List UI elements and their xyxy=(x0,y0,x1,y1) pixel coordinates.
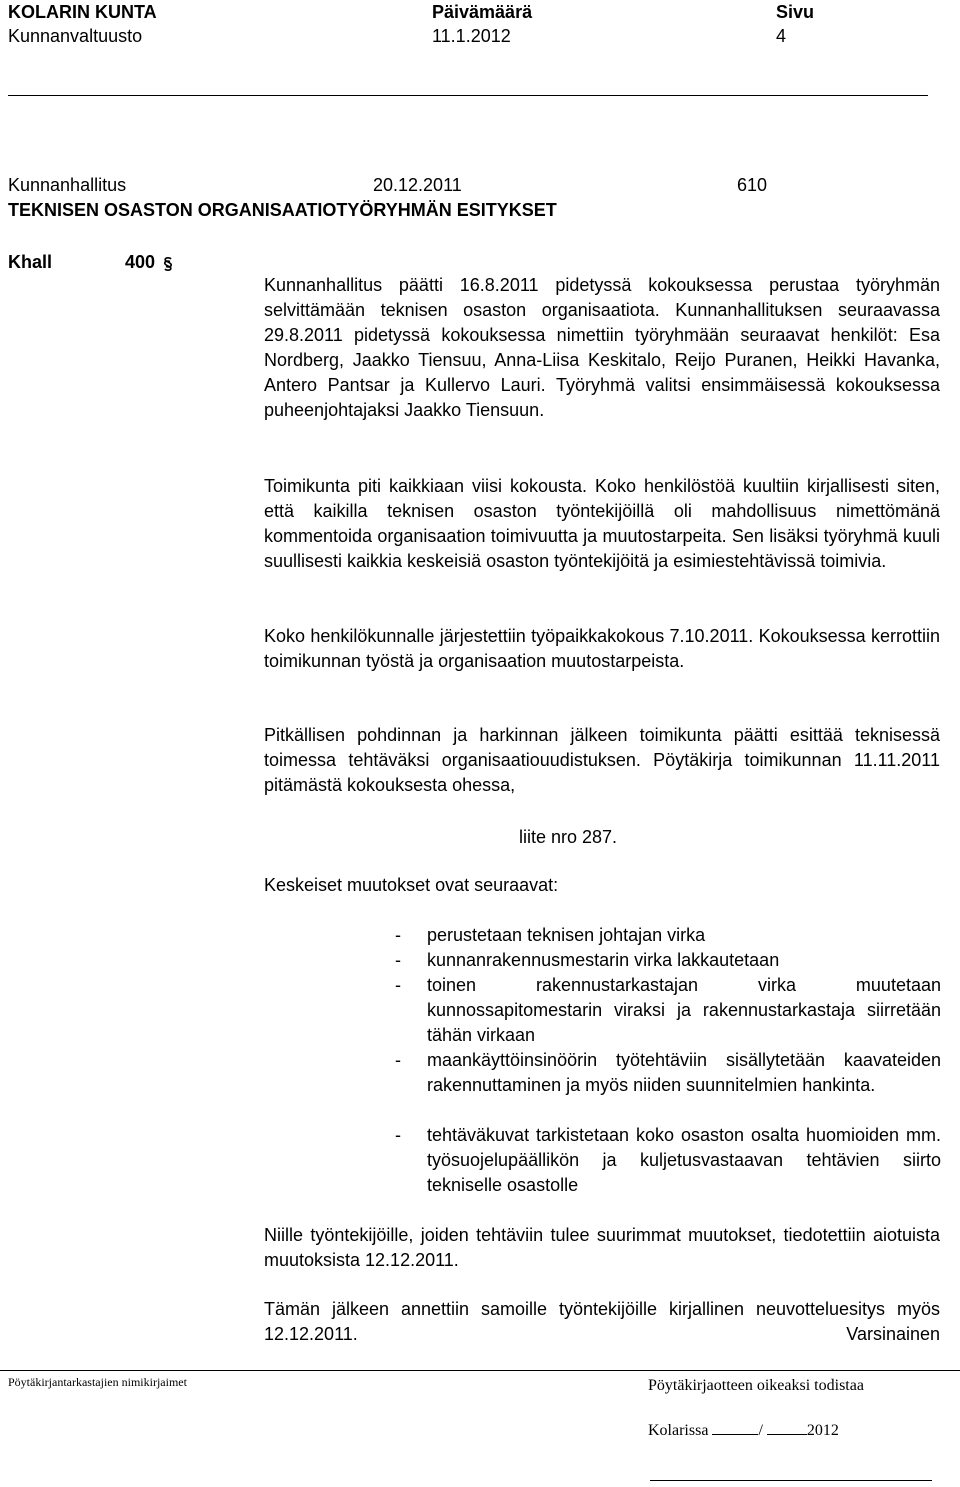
date-label: Päivämäärä xyxy=(432,2,533,22)
month-blank xyxy=(767,1418,807,1435)
list-item-text: toinen rakennustarkastajan virka muutetaan kunnossapitomestarin viraksi ja rakennustarkastaja siirretään tähän virkaan xyxy=(427,975,941,1045)
footer-year: 2012 xyxy=(806,1422,839,1439)
list-item-text: kunnanrakennusmestarin virka lakkautetaan xyxy=(427,950,780,970)
list-item xyxy=(395,948,941,973)
meeting-date: 11.1.2012 xyxy=(432,26,511,46)
section-sign-icon xyxy=(160,256,176,272)
org-name: KOLARIN KUNTA xyxy=(8,2,157,22)
footer-slash: / xyxy=(758,1422,763,1439)
paragraph-3: Koko henkilökunnalle järjestettiin työpaikkakokous 7.10.2011. Kokouksessa kerrottiin toimikunnan työstä ja organisaation muutostarpeista. xyxy=(264,626,940,671)
list-item xyxy=(395,1123,941,1198)
paragraph-1: Kunnanhallitus päätti 16.8.2011 pidetyssä kokouksessa perustaa työryhmän selvittämään teknisen osaston organisaatiota. Kunnanhallituksen seuraavassa 29.8.2011 pidetyssä kokouksessa nimettiin työryhmään seuraavat henkilöt: Esa Nordberg, Jaakko Tiensuu, Anna-Liisa Keskitalo, Reijo Puranen, Heikki Havanka, Antero Pantsar ja Kullervo Lauri. Työryhmä valitsi ensimmäisessä kokouksessa puheenjohtajaksi Jaakko Tiensuun. xyxy=(264,275,940,420)
header-rule xyxy=(8,95,928,96)
footer-place-date xyxy=(648,1418,839,1443)
paragraph-4: Pitkällisen pohdinnan ja harkinnan jälkeen toimikunta päätti esittää teknisessä toimessa tehtäväksi organisaatiouudistuksen. Pöytäkirja toimikunnan 11.11.2011 pitämästä kokouksesta ohessa, xyxy=(264,725,940,795)
signature-line xyxy=(650,1480,932,1481)
section-title: TEKNISEN OSASTON ORGANISAATIOTYÖRYHMÄN ESITYKSET xyxy=(8,200,557,220)
list-item xyxy=(395,1048,941,1098)
list-marker: - xyxy=(395,925,401,945)
footer-place: Kolarissa xyxy=(648,1422,709,1439)
list-marker: - xyxy=(395,1125,401,1145)
list-marker: - xyxy=(395,975,401,995)
list-marker: - xyxy=(395,1050,401,1070)
section-number: 610 xyxy=(737,175,768,195)
paragraph-5: Niille työntekijöille, joiden tehtäviin tulee suurimmat muutokset, tiedotettiin aiotuista muutoksista 12.12.2011. xyxy=(264,1225,940,1270)
section-date: 20.12.2011 xyxy=(373,175,462,195)
footer-certify-label: Pöytäkirjaotteen oikeaksi todistaa xyxy=(648,1377,864,1394)
body-name: Kunnanvaltuusto xyxy=(8,26,143,46)
list-item-text: maankäyttöinsinöörin työtehtäviin sisällytetään kaavateiden rakennuttaminen ja myös niiden suunnitelmien hankinta. xyxy=(427,1050,941,1095)
paragraph-6: Tämän jälkeen annettiin samoille työntekijöille kirjallinen neuvotteluesitys myös 12.12.2011. Varsinainen xyxy=(264,1299,940,1344)
page-number: 4 xyxy=(776,26,787,46)
ref-label: Khall xyxy=(8,252,53,272)
attachment-ref: liite nro 287. xyxy=(519,827,618,847)
footer-initials-label: Pöytäkirjantarkastajien nimikirjaimet xyxy=(8,1375,187,1389)
list-item xyxy=(395,923,941,948)
list-item-text: tehtäväkuvat tarkistetaan koko osaston osalta huomioiden mm. työsuojelupäällikön ja kuljetusvastaavan tehtävien siirto tekniselle osastolle xyxy=(427,1125,941,1195)
ref-number: 400 xyxy=(125,252,156,272)
changes-intro: Keskeiset muutokset ovat seuraavat: xyxy=(264,875,559,895)
list-item-text: perustetaan teknisen johtajan virka xyxy=(427,925,706,945)
page-label: Sivu xyxy=(776,2,815,22)
list-item xyxy=(395,973,941,1048)
paragraph-2: Toimikunta piti kaikkiaan viisi kokousta. Koko henkilöstöä kuultiin kirjallisesti siten, että kaikilla teknisen osaston työntekijöillä oli mahdollisuus nimettömänä kommentoida organisaation toimivuutta ja muutostarpeita. Sen lisäksi työryhmä kuuli suullisesti kaikkia keskeisiä osaston työntekijöitä ja esimiestehtävissä toimivia. xyxy=(264,476,940,571)
list-marker: - xyxy=(395,950,401,970)
section-organ: Kunnanhallitus xyxy=(8,175,127,195)
day-blank xyxy=(712,1418,758,1435)
